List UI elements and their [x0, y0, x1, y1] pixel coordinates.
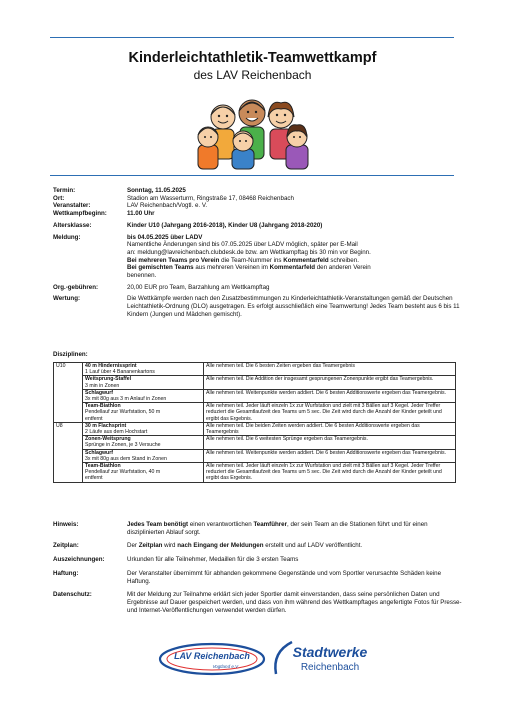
table-row: [54, 363, 456, 376]
age-group-cell: U8: [54, 422, 83, 482]
age-group-cell: U10: [54, 363, 83, 423]
zeitplan-label: Zeitplan:: [53, 542, 79, 550]
page-subtitle: des LAV Reichenbach: [193, 68, 312, 82]
meldung-line: benennen.: [127, 272, 157, 280]
zeitplan-part: Zeitplan: [138, 542, 163, 550]
alters-label: Altersklasse:: [53, 221, 92, 229]
kid-figure: [286, 125, 308, 169]
alters-value: Kinder U10 (Jahrgang 2016-2018), Kinder U8 (Jahrgang 2018-2020): [127, 221, 323, 229]
stadtwerke-logo: [270, 638, 380, 678]
event-cell: [83, 403, 204, 423]
zeitplan-part: wird: [162, 542, 178, 550]
zeitplan-part: nach Eingang der Meldungen: [177, 542, 264, 550]
meldung-line: aus mehreren Vereinen im: [193, 264, 270, 272]
event-description: Alle nehmen teil. Weitenpunkte werden addiert. Die 6 besten Additionswerte ergeben das Teamergebnis.: [204, 389, 456, 402]
meldung-deadline: bis 04.05.2025 über LADV: [127, 233, 203, 241]
lav-logo-sub: Vogtland e.V.: [212, 664, 239, 669]
table-row: [54, 403, 456, 423]
children-illustration: [190, 87, 315, 170]
veranstalter-label: Veranstalter:: [53, 202, 91, 210]
event-name: Team-Biathlon: [85, 463, 121, 470]
lav-reichenbach-logo: [157, 641, 267, 677]
meldung-line: schreiben.: [328, 256, 359, 264]
event-cell: [83, 449, 204, 462]
event-info: [53, 187, 463, 319]
veranstalter-value: LAV Reichenbach/Vogtl. e. V.: [127, 202, 208, 210]
table-row: [54, 422, 456, 435]
event-name: Team-Biathlon: [85, 403, 121, 410]
meldung-text: [127, 234, 463, 280]
event-description: Alle nehmen teil. Die 6 besten Zeiten ergeben das Teamergebnis: [204, 363, 456, 376]
event-description: Alle nehmen teil. Die 6 weitesten Sprünge ergeben das Teamergebnis.: [204, 436, 456, 449]
beginn-value: 11.00 Uhr: [127, 210, 155, 218]
meldung-line: den anderen Verein: [315, 264, 371, 272]
event-name: Weitsprung-Staffel: [85, 376, 132, 383]
zeitplan-part: Der: [127, 542, 139, 550]
org-label: Org.-gebühren:: [53, 283, 99, 291]
zeitplan-value: [127, 542, 463, 550]
datenschutz-value: Mit der Meldung zur Teilnahme erklärt sich jeder Sportler damit einverstanden, dass seine persönlichen Daten und Ergebnisse auf Dauer gespeichert werden, und dass von ihm während des Wettkampftages angefertigte Fotos für Presse- und Internet-Veröffentlichungen verwendet werden dürfen.: [127, 591, 462, 614]
event-description: Alle nehmen teil. Jeder läuft einzeln 1x zur Wurfstation und zielt mit 3 Bällen auf 3 Kegel. Jeder Treffer reduziert die Gesamtlaufzeit des Teams um 5 sec. Die Zeit wird durch die Anzahl der Kinder geteilt und ergibt das Ergebnis.: [204, 463, 456, 483]
bottom-info: [53, 521, 463, 620]
kid-figure: [232, 131, 254, 169]
meldung-line: Namentliche Änderungen sind bis 07.05.2025 über LADV möglich, später per E-Mail: [127, 241, 358, 249]
hinweis-label: Hinweis:: [53, 521, 79, 528]
disziplinen-label: Disziplinen:: [53, 351, 88, 358]
event-cell: [83, 463, 204, 483]
event-cell: [83, 363, 204, 376]
event-detail: 3x mit 80g aus dem Stand in Zonen: [85, 455, 167, 462]
org-value: 20,00 EUR pro Team, Barzahlung am Wettkampftag: [127, 283, 270, 291]
event-name: Schlagwurf: [85, 389, 113, 396]
event-cell: [83, 436, 204, 449]
stadtwerke-city: Reichenbach: [300, 662, 360, 673]
haftung-label: Haftung:: [53, 569, 79, 577]
event-name: 40 m Hindernissprint: [85, 363, 137, 369]
meldung-line: Bei mehreren Teams pro Verein: [127, 256, 220, 264]
lav-logo-name: LAV Reichenbach: [174, 651, 250, 661]
event-cell: [83, 376, 204, 389]
event-cell: [83, 422, 204, 435]
event-description: Alle nehmen teil. Weitenpunkte werden addiert. Die 6 besten Additionswerte ergeben das Teamergebnis.: [204, 449, 456, 462]
hinweis-part: Jedes Team benötigt: [127, 521, 189, 528]
meldung-line: die Team-Nummer ins: [219, 256, 284, 264]
meldung-line: Bei gemischten Teams: [127, 264, 194, 272]
event-detail: 3 min in Zonen: [85, 382, 120, 389]
meldung-email: an: meldung@lavreichenbach.clubdesk.de bzw. am Wettkampftag bis 30 min vor Beginn.: [127, 248, 371, 256]
stadtwerke-name: Stadtwerke: [292, 644, 368, 660]
page-title: Kinderleichtathletik-Teamwettkampf: [128, 50, 377, 66]
event-detail: Pendellauf zur Wurfstation, 50 m: [85, 409, 161, 416]
event-cell: [83, 389, 204, 402]
ort-value: Stadion am Wasserturm, Ringstraße 17, 08468 Reichenbach: [127, 194, 294, 202]
wertung-label: Wertung:: [53, 295, 81, 303]
event-name: Schlagwurf: [85, 449, 113, 456]
table-row: [54, 449, 456, 462]
kid-figure: [198, 127, 218, 169]
meldung-line: Kommentarfeld: [283, 256, 329, 264]
hinweis-part: , der sein Team an die Stationen führt und für einen disziplinierten Ablauf sorgt.: [127, 521, 428, 536]
meldung-label: Meldung:: [53, 233, 81, 241]
event-detail: entfernt: [85, 475, 103, 482]
event-name: 30 m Flachsprint: [85, 422, 127, 429]
termin-label: Termin:: [53, 187, 76, 194]
event-name: Zonen-Weitsprung: [85, 436, 131, 443]
datenschutz-label: Datenschutz:: [53, 591, 92, 599]
event-detail: entfernt: [85, 415, 103, 422]
ort-label: Ort:: [53, 194, 65, 202]
table-row: [54, 463, 456, 483]
beginn-label: Wettkampfbeginn:: [53, 210, 107, 218]
event-detail: Sprünge in Zonen, je 3 Versuche: [85, 442, 161, 449]
haftung-value: Der Veranstalter übernimmt für abhanden gekommene Gegenstände und vom Sportler verursachte Schäden keine Haftung.: [127, 569, 442, 585]
event-description: Alle nehmen teil. Die Addition der insgesamt gesprungenen Zonenpunkte ergibt das Teamergebnis.: [204, 376, 456, 389]
event-detail: 1 Lauf über 4 Bananenkartons: [85, 369, 155, 376]
auszeichnungen-value: Urkunden für alle Teilnehmer, Medaillen für die 3 ersten Teams: [127, 556, 299, 564]
event-description: Alle nehmen teil. Jeder läuft einzeln 1x zur Wurfstation und zielt mit 3 Bällen auf 3 Kegel. Jeder Treffer reduziert die Gesamtlaufzeit des Teams um 5 sec. Die Zeit wird durch die Anzahl der Kinder geteilt und ergibt das Ergebnis.: [204, 403, 456, 423]
table-row: [54, 389, 456, 402]
event-detail: 3x mit 80g aus 3 m Anlauf in Zonen: [85, 396, 167, 403]
auszeichnungen-label: Auszeichnungen:: [53, 556, 105, 564]
event-detail: 2 Läufe aus dem Hochstart: [85, 429, 148, 436]
table-row: [54, 376, 456, 389]
termin-value: Sonntag, 11.05.2025: [127, 187, 186, 194]
event-description: Alle nehmen teil. Die beiden Zeiten werden addiert. Die 6 besten Additionswerte ergeben das Teamergebnis: [204, 422, 456, 435]
hinweis-part: Teamführer: [253, 521, 288, 528]
event-detail: Pendellauf zur Wurfstation, 40 m: [85, 469, 161, 476]
hinweis-part: einen verantwortlichen: [188, 521, 254, 528]
disziplinen-table: [53, 362, 456, 483]
top-divider: [50, 37, 454, 38]
zeitplan-part: erstellt und auf LADV veröffentlicht.: [263, 542, 363, 550]
table-row: [54, 436, 456, 449]
meldung-line: Kommentarfeld: [269, 264, 316, 272]
wertung-value: Die Wettkämpfe werden nach den Zusatzbestimmungen zu Kinderleichtathletik-Veranstaltungen gemäß der Deutschen Leichtathletik-Ordnung (DLO) ausgetragen. Es erfolgt ausschließlich eine Teamwertung! Jedes Team besteht aus 6 bis 11 Kindern (Jungen und Mädchen gemischt).: [127, 295, 460, 318]
header-divider: [50, 175, 454, 176]
hinweis-value: [127, 521, 463, 536]
